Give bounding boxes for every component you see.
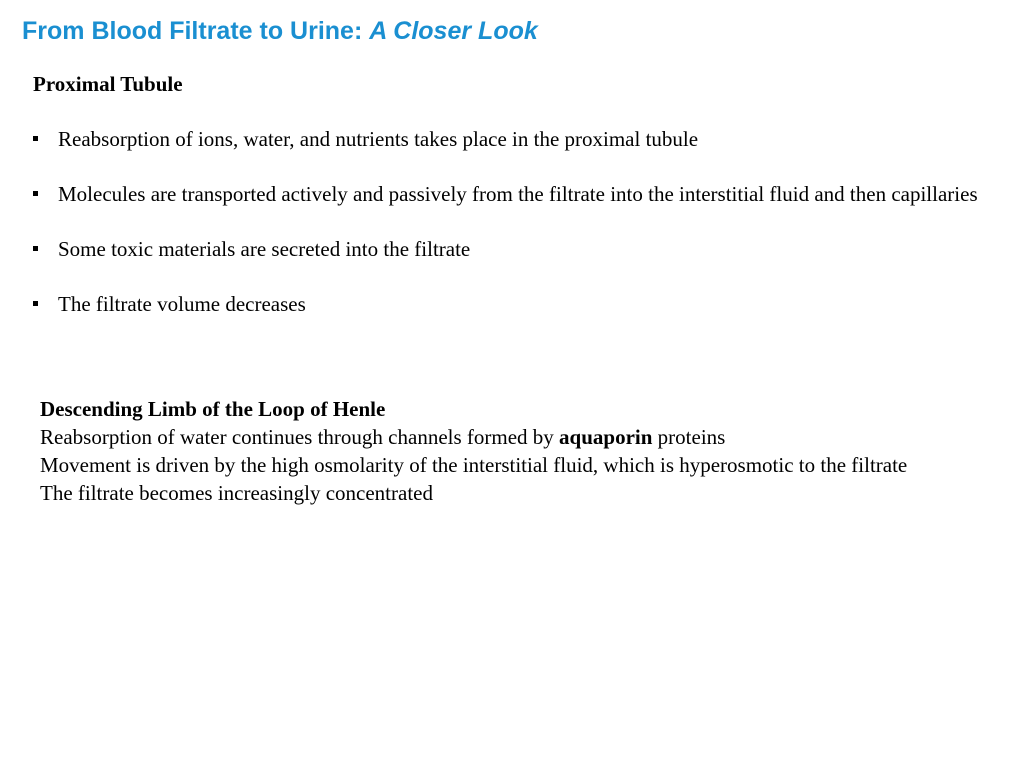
list-item <box>33 125 993 153</box>
list-item <box>33 235 993 263</box>
title-italic: A Closer Look <box>369 17 538 45</box>
henle-line1-before: Reabsorption of water continues through channels formed by <box>40 425 560 449</box>
list-item <box>33 180 993 208</box>
proximal-tubule-section <box>33 70 993 318</box>
aquaporin-term: aquaporin <box>559 425 653 449</box>
square-bullet-icon <box>33 301 38 306</box>
bullet-text: The filtrate volume decreases <box>58 292 306 316</box>
loop-of-henle-heading: Descending Limb of the Loop of Henle <box>40 397 386 421</box>
proximal-tubule-bullets <box>33 125 993 318</box>
square-bullet-icon <box>33 136 38 141</box>
henle-line-osmolarity: Movement is driven by the high osmolarity of the interstitial fluid, which is hyperosmotic to the filtrate <box>40 453 908 477</box>
slide-title <box>22 14 538 48</box>
henle-line1-after: proteins <box>652 425 726 449</box>
title-main: From Blood Filtrate to Urine: <box>22 17 370 45</box>
square-bullet-icon <box>33 246 38 251</box>
henle-line-aquaporin <box>40 423 980 451</box>
square-bullet-icon <box>33 191 38 196</box>
list-item <box>33 290 993 318</box>
bullet-text: Molecules are transported actively and passively from the filtrate into the interstitial fluid and then capillaries <box>58 182 978 206</box>
bullet-text: Reabsorption of ions, water, and nutrients takes place in the proximal tubule <box>58 127 699 151</box>
bullet-text: Some toxic materials are secreted into the filtrate <box>58 237 471 261</box>
loop-of-henle-section <box>40 395 980 507</box>
henle-line-concentrated: The filtrate becomes increasingly concentrated <box>40 481 433 505</box>
proximal-tubule-heading: Proximal Tubule <box>33 72 183 96</box>
